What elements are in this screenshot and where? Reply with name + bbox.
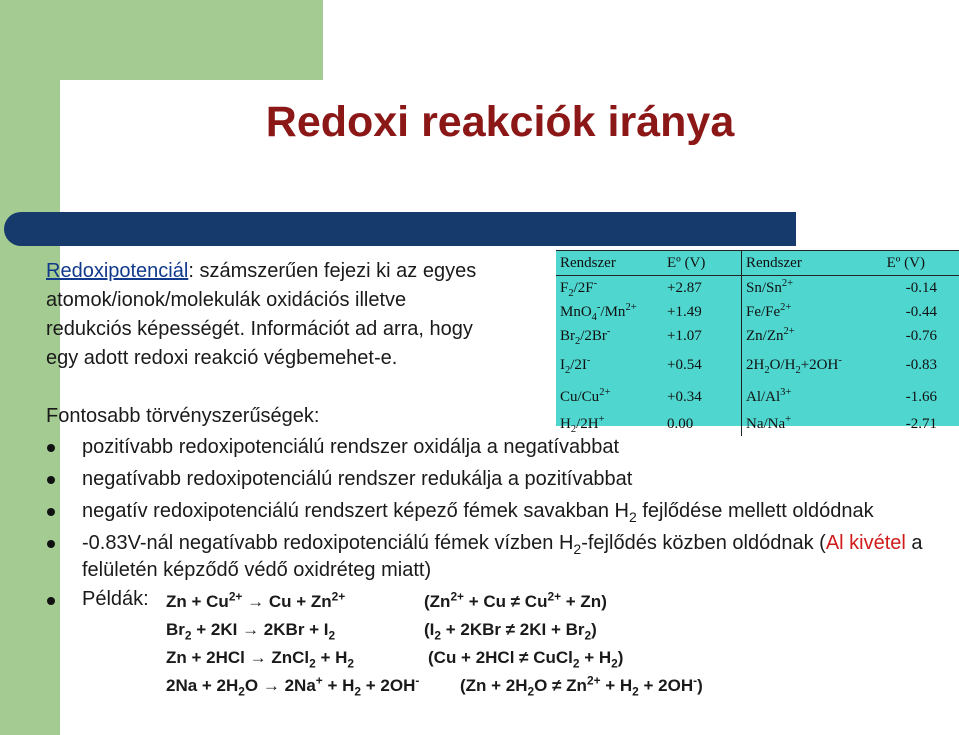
table-row xyxy=(556,412,959,436)
potential-cell: 0.00 xyxy=(667,415,694,432)
list-item xyxy=(0,498,959,525)
law-text: -fejlődés közben oldódnak ( xyxy=(581,532,826,554)
potential-cell: +2.87 xyxy=(667,279,702,296)
table-row xyxy=(556,382,959,412)
table-row xyxy=(556,348,959,382)
intro-paragraph xyxy=(46,257,486,373)
table-header-row xyxy=(556,251,959,276)
potential-cell: +0.34 xyxy=(667,388,702,405)
header-system-1: Rendszer xyxy=(556,251,663,276)
header-system-2: Rendszer xyxy=(742,251,881,276)
list-item xyxy=(0,434,959,461)
list-item xyxy=(0,530,959,584)
potential-cell: +1.07 xyxy=(667,327,702,344)
potential-table xyxy=(556,250,959,436)
examples-label: Példák: xyxy=(82,588,149,610)
system-cell: $MnO_4^-/Mn^{2+}$ xyxy=(560,301,637,323)
potential-cell: -0.76 xyxy=(905,327,937,344)
law-text: pozitívabb redoxipotenciálú rendszer oxidálja a negatívabbat xyxy=(82,436,620,458)
equation: $Zn + Cu^{2+} \to Cu + Zn^{2+}$ xyxy=(166,589,346,611)
redoxipotencial-term: Redoxipotenciál xyxy=(46,260,189,282)
potential-cell: +1.49 xyxy=(667,303,702,320)
system-cell: $Sn/Sn^{2+}$ xyxy=(742,276,881,301)
intro-text: : számszerűen fejezi ki az egyes atomok/ionok/molekulák oxidációs illetve redukciós képességét. Információt ad arra, hogy egy adott redoxi reakció végbemehet-e. xyxy=(46,260,477,369)
system-cell: $2H_2O/H_2+2OH^-$ xyxy=(742,348,881,382)
header-potential-2: Eº (V) xyxy=(880,251,959,276)
bullet-icon xyxy=(47,508,55,516)
system-cell: $Zn/Zn^{2+}$ xyxy=(742,324,881,348)
system-cell: Na/Na+ xyxy=(742,412,881,436)
equation: (Cu + 2HCl ≠ CuCl$_2$ + $H_2$) xyxy=(428,648,624,671)
system-cell: $Fe/Fe^{2+}$ xyxy=(742,300,881,324)
header-potential-1: Eº (V) xyxy=(663,251,742,276)
system-cell: $F_2/2F^-$ xyxy=(560,277,598,299)
redox-potential-table xyxy=(556,250,959,435)
law-subscript: 2 xyxy=(573,541,582,557)
potential-cell: -0.14 xyxy=(905,279,937,296)
bullet-icon xyxy=(47,444,55,452)
system-cell: $Cu/Cu^{2+}$ xyxy=(560,386,611,405)
law-subscript: 2 xyxy=(628,509,637,525)
law-text: fejlődése mellett oldódnak xyxy=(636,500,874,522)
potential-cell: -1.66 xyxy=(905,388,937,405)
law-text: a felületén képződő védő oxidréteg miatt) xyxy=(82,532,923,581)
table-row xyxy=(556,324,959,348)
equation: Zn + 2HCl → ZnCl$_2$ + $H_2$ xyxy=(166,648,354,671)
potential-cell: -0.44 xyxy=(905,303,937,320)
equation: $(Zn^{2+} + Cu \ne Cu^{2+} + Zn)$ xyxy=(424,589,607,611)
equation: $2Na + 2H_2O \to 2Na^+ + H_2 + 2OH^-$ xyxy=(166,673,420,699)
potential-cell: +0.54 xyxy=(667,356,702,373)
equation: $(Zn + 2H_2O \ne Zn^{2+} + H_2 + 2OH^-)$ xyxy=(460,673,703,699)
al-exception-text: Al kivétel xyxy=(825,532,906,554)
list-item xyxy=(0,466,959,493)
table-row xyxy=(556,300,959,324)
slide-title: Redoxi reakciók iránya xyxy=(265,98,735,146)
law-text: -0.83V-nál negatívabb redoxipotenciálú fémek vízben H xyxy=(82,532,574,554)
equation: $Br_2 + 2KI \to 2KBr + I_2$ xyxy=(166,620,336,643)
laws-heading: Fontosabb törvényszerűségek: xyxy=(46,405,320,427)
bullet-icon xyxy=(47,597,55,605)
bullet-icon xyxy=(47,540,55,548)
laws-list xyxy=(0,434,959,585)
top-green-block xyxy=(60,0,323,80)
system-cell: $Al/Al^{3+}$ xyxy=(742,382,881,412)
law-text: negatív redoxipotenciálú rendszert képező fémek savakban H xyxy=(82,500,629,522)
table-row xyxy=(556,276,959,301)
equation: $(I_2 + 2KBr \ne 2KI + Br_2)$ xyxy=(424,620,597,643)
law-text: negatívabb redoxipotenciálú rendszer redukálja a pozitívabbat xyxy=(82,468,633,490)
potential-cell: -2.71 xyxy=(905,415,937,432)
system-cell: $I_2/2I^-$ xyxy=(560,354,591,376)
title-underline-bar xyxy=(4,212,796,246)
system-cell: $H_2/2H^+$ xyxy=(560,413,605,435)
bullet-icon xyxy=(47,476,55,484)
potential-cell: -0.83 xyxy=(905,356,937,373)
system-cell: $Br_2/2Br^-$ xyxy=(560,325,611,347)
